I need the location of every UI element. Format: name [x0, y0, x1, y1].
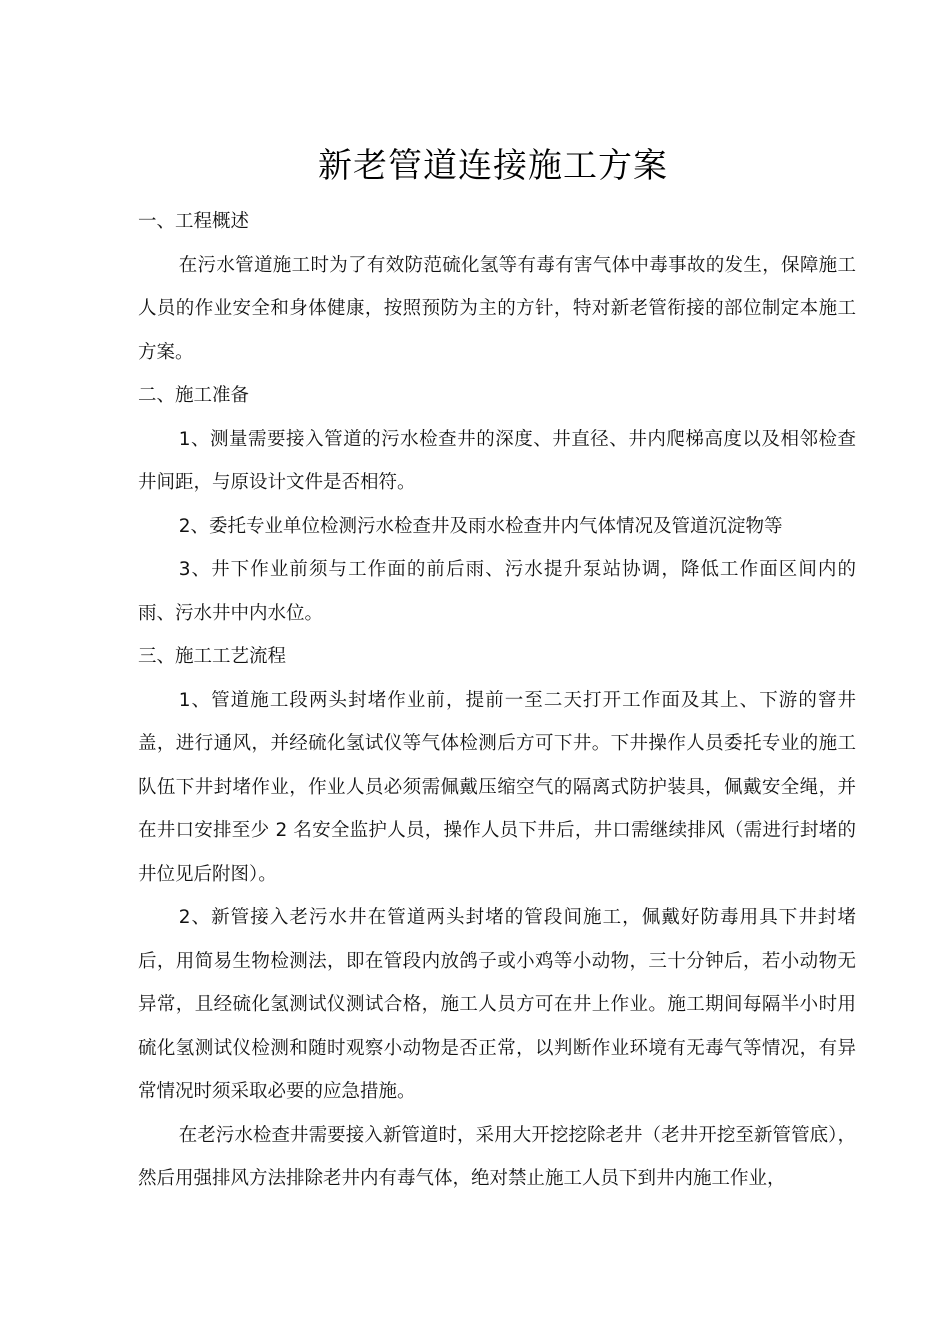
section-heading-process: 三、施工工艺流程 — [138, 646, 287, 667]
preparation-item-3: 3、井下作业前须与工作面的前后雨、污水提升泵站协调，降低工作面区间内的雨、污水井中内水位。 — [138, 559, 856, 624]
overview-paragraph: 在污水管道施工时为了有效防范硫化氢等有毒有害气体中毒事故的发生，保障施工人员的作业安全和身体健康，按照预防为主的方针，特对新老管衔接的部位制定本施工方案。 — [138, 254, 856, 363]
process-paragraph-old-well: 在老污水检查井需要接入新管道时，采用大开挖挖除老井（老井开挖至新管管底），然后用强排风方法排除老井内有毒气体，绝对禁止施工人员下到井内施工作业， — [138, 1124, 856, 1189]
preparation-item-2: 2、委托专业单位检测污水检查井及雨水检查井内气体情况及管道沉淀物等 — [178, 515, 783, 537]
process-item-1: 1、管道施工段两头封堵作业前，提前一至二天打开工作面及其上、下游的窨井盖，进行通风，并经硫化氢试仪等气体检测后方可下井。下井操作人员委托专业的施工队伍下井封堵作业，作业人员必须需佩戴压缩空气的隔离式防护装具，佩戴安全绳，并在井口安排至少 2 名安全监护人员，操作人员下井后，井口需继续排风（需进行封堵的井位见后附图）。 — [138, 689, 856, 885]
document-body — [138, 200, 856, 1201]
section-heading-preparation: 二、施工准备 — [138, 385, 250, 406]
preparation-item-1: 1、测量需要接入管道的污水检查井的深度、井直径、井内爬梯高度以及相邻检查井间距，与原设计文件是否相符。 — [138, 428, 856, 493]
document-title: 新老管道连接施工方案 — [318, 146, 668, 186]
section-heading-overview: 一、工程概述 — [138, 211, 250, 232]
process-item-2: 2、新管接入老污水井在管道两头封堵的管段间施工，佩戴好防毒用具下井封堵后，用简易生物检测法，即在管段内放鸽子或小鸡等小动物，三十分钟后，若小动物无异常，且经硫化氢测试仪测试合格，施工人员方可在井上作业。施工期间每隔半小时用硫化氢测试仪检测和随时观察小动物是否正常，以判断作业环境有无毒气等情况，有异常情况时须采取必要的应急措施。 — [138, 907, 856, 1102]
